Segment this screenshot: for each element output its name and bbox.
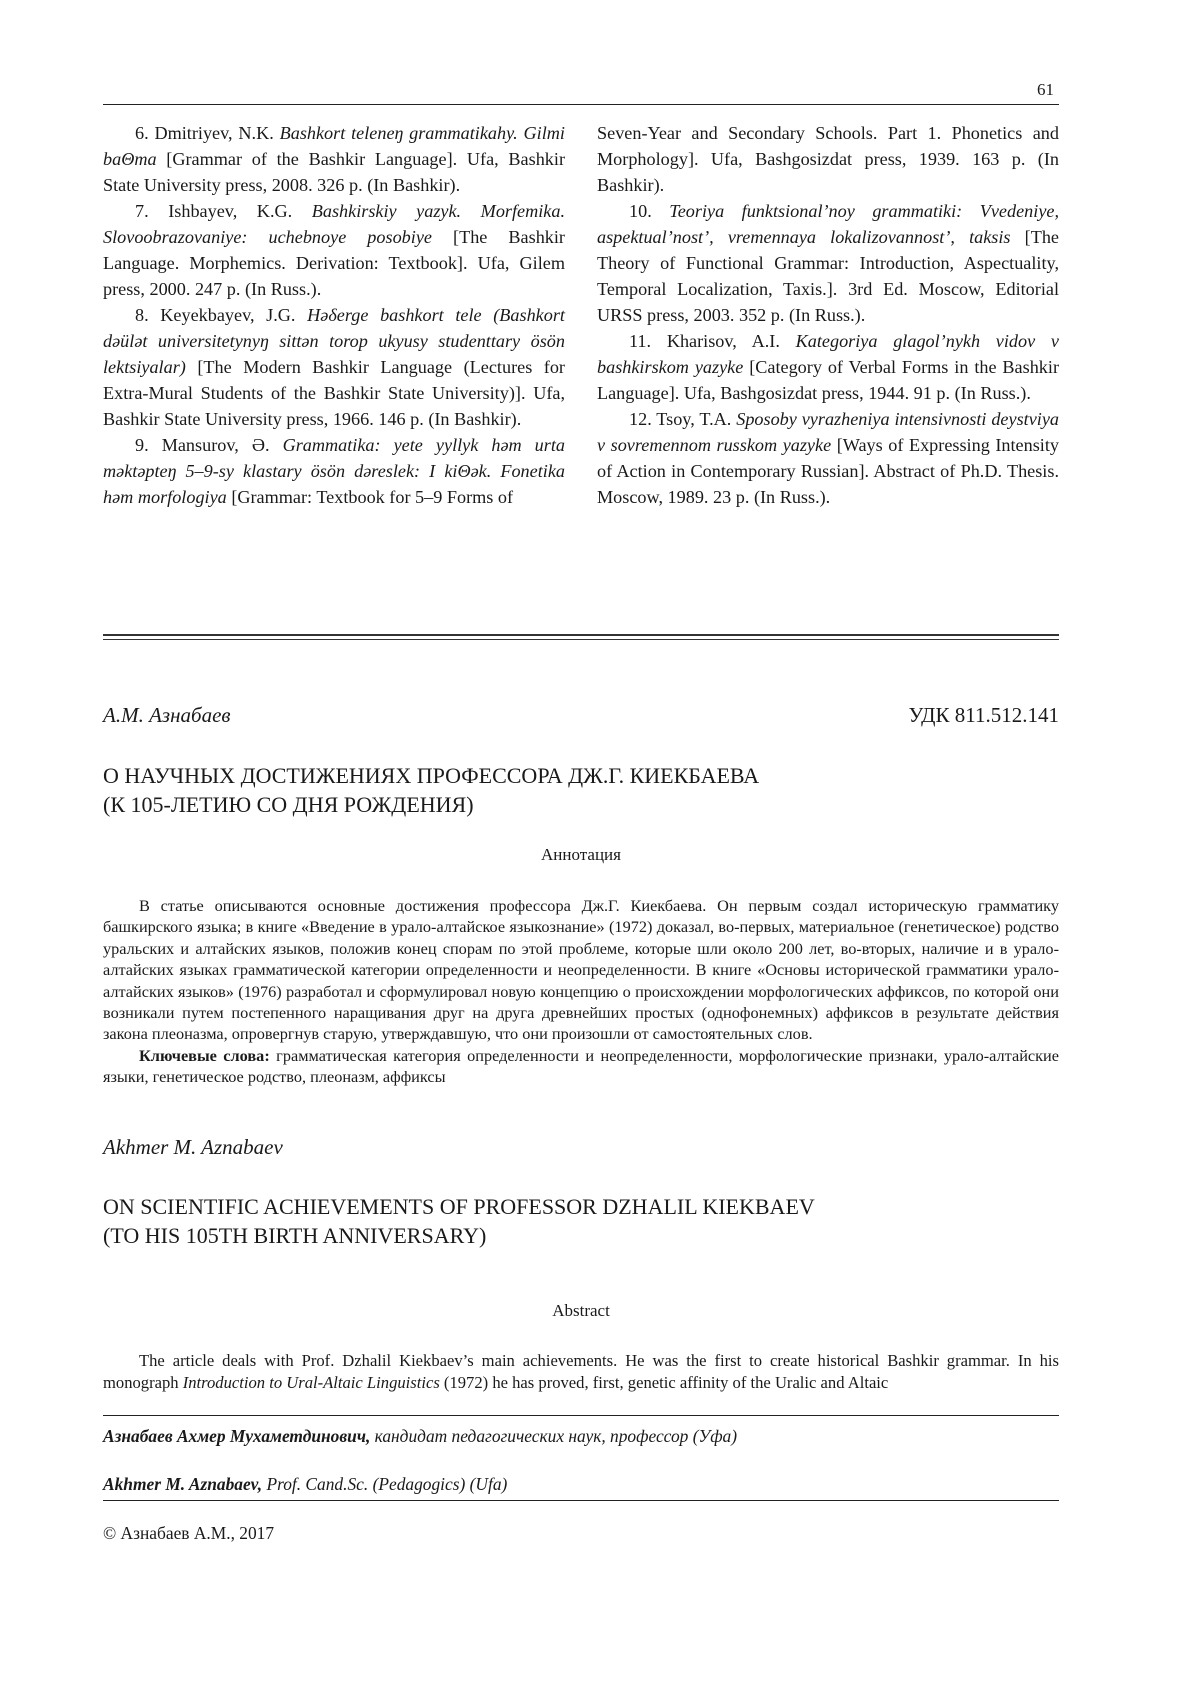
abstract-body [103, 1350, 1059, 1393]
affiliation-desc: Prof. Cand.Sc. (Pedagogics) (Ufa) [262, 1474, 508, 1494]
ref-title: Kategoriya glagol’nykh vidov v bashkirskom yazyke [597, 331, 1060, 377]
reference-item [103, 432, 565, 510]
abstract-book-title: Introduction to Ural-Altaic Linguistics [182, 1372, 440, 1392]
title-ru-line: (К 105-ЛЕТИЮ СО ДНЯ РОЖДЕНИЯ) [103, 792, 474, 817]
reference-item [103, 120, 565, 198]
ref-author: Dmitriyev, N.K. [154, 123, 274, 143]
reference-continuation [597, 120, 1059, 198]
article-title-en [103, 1192, 1059, 1250]
title-en-line: (TO HIS 105TH BIRTH ANNIVERSARY) [103, 1223, 487, 1248]
author-name-ru: А.М. Азнабаев [103, 703, 231, 727]
abstract-part: The article deals with Prof. Dzhalil Kiekbaev’s main achievements. He was the first to create historical Bashkir grammar. In his monograph [103, 1351, 1059, 1392]
affiliation-name: Азнабаев Ахмер Мухаметдинович, [103, 1426, 371, 1446]
ref-title: Grammatika: yete yyllyk həm urta məktəpteŋ 5–9-sy klastary ösön dəreslek: I kiΘək. Fonetika həm morfologiya [103, 435, 566, 507]
author-name-en: Akhmer M. Aznabaev [103, 1135, 283, 1159]
copyright: © Азнабаев А.М., 2017 [103, 1523, 275, 1543]
reference-item [597, 198, 1059, 328]
ref-author: Keyekbayev, J.G. [160, 305, 296, 325]
ref-number: 6. [135, 123, 149, 143]
ref-details: Seven-Year and Secondary Schools. Part 1. Phonetics and Morphology]. Ufa, Bashgosizdat press, 1939. 163 p. (In Bashkir). [597, 123, 1059, 195]
title-en-line: ON SCIENTIFIC ACHIEVEMENTS OF PROFESSOR DZHALIL KIEKBAEV [103, 1194, 815, 1219]
ref-author: Mansurov, Ə. [161, 435, 270, 455]
keywords-text: грамматическая категория определенности и неопределенности, морфологические признаки, урало-алтайские языки, генетическое родство, плеоназм, аффиксы [103, 1045, 1059, 1087]
ref-title: Teoriya funktsional’noy grammatiki: Vvedeniye, aspektual’nost’, vremennaya lokalizovannost’, taksis [597, 201, 1060, 247]
header-rule [103, 104, 1059, 105]
abstract-text [103, 1350, 1059, 1393]
ref-number: 8. [135, 305, 149, 325]
ref-number: 11. [629, 331, 652, 351]
affiliation-ru [103, 1426, 737, 1447]
page-number: 61 [1037, 80, 1054, 99]
annotation-body [103, 895, 1059, 1088]
ref-details: [The Theory of Functional Grammar: Introduction, Aspectuality, Temporal Localization, Taxis.]. 3rd Ed. Moscow, Editorial URSS press, 2003. 352 p. (In Russ.). [597, 227, 1059, 325]
reference-item [597, 406, 1059, 510]
affiliation-name: Akhmer M. Aznabaev, [103, 1474, 263, 1494]
ref-details: [Category of Verbal Forms in the Bashkir Language]. Ufa, Bashgosizdat press, 1944. 91 p. (In Russ.). [597, 357, 1060, 403]
annotation-heading: Аннотация [541, 845, 621, 864]
ref-number: 7. [135, 201, 149, 221]
ref-details: [Grammar: Textbook for 5–9 Forms of [231, 487, 514, 507]
reference-item [103, 302, 565, 432]
ref-author: Ishbayev, K.G. [168, 201, 293, 221]
section-divider [103, 634, 1059, 640]
ref-details: [Grammar of the Bashkir Language]. Ufa, Bashkir State University press, 2008. 326 p. (In Bashkir). [103, 149, 566, 195]
footnote-rule [103, 1500, 1059, 1501]
keywords-label: Ключевые слова: [139, 1045, 270, 1065]
references-left-column [103, 120, 565, 510]
affiliation-desc: кандидат педагогических наук, профессор (Уфа) [370, 1426, 738, 1446]
ref-number: 12. [629, 409, 652, 429]
ref-title: Həδerge bashkort tele (Bashkort dəülət universitetynyŋ sittən torop ukyusy studenttary ösön lektsiyalar) [103, 305, 565, 377]
ref-number: 9. [135, 435, 149, 455]
ref-title: Bashkirskiy yazyk. Morfemika. Slovoobrazovaniye: uchebnoye posobiye [103, 201, 566, 247]
ref-title: Sposoby vyrazheniya intensivnosti deystviya v sovremennom russkom yazyke [597, 409, 1059, 455]
footnote-rule [103, 1415, 1059, 1416]
reference-item [103, 198, 565, 302]
reference-item [597, 328, 1059, 406]
ref-author: Kharisov, A.I. [666, 331, 780, 351]
ref-details: [The Modern Bashkir Language (Lectures for Extra-Mural Students of the Bashkir State University)]. Ufa, Bashkir State University press, 1966. 146 p. (In Bashkir). [103, 357, 565, 429]
title-ru-line: О НАУЧНЫХ ДОСТИЖЕНИЯХ ПРОФЕССОРА ДЖ.Г. КИЕКБАЕВА [103, 763, 760, 788]
udc-code: УДК 811.512.141 [908, 703, 1059, 727]
ref-details: [Ways of Expressing Intensity of Action in Contemporary Russian]. Abstract of Ph.D. Thesis. Moscow, 1989. 23 p. (In Russ.). [597, 435, 1059, 507]
references-right-column [597, 120, 1059, 510]
ref-details: [The Bashkir Language. Morphemics. Derivation: Textbook]. Ufa, Gilem press, 2000. 247 p. (In Russ.). [103, 227, 565, 299]
article-title-ru [103, 761, 1003, 819]
annotation-text: В статье описываются основные достижения профессора Дж.Г. Киекбаева. Он первым создал историческую грамматику башкирского языка; в книге «Введение в урало-алтайское языкознание» (1972) доказал, во-первых, материальное (генетическое) родство уральских и алтайских языков, положив конец спорам по этой проблеме, которые шли около 200 лет, во-вторых, наличие и в урало-алтайских языках грамматической категории определенности и неопределенности. В книге «Основы исторической грамматики урало-алтайских языков» (1976) разработал и сформулировал новую концепцию о происхождении морфологических аффиксов, по которой они возникали путем постепенного наращивания друг на друга древнейших простых (однофонемных) аффиксов в результате действия закона плеоназма, опровергнув старую, утверждавшую, что они произошли от самостоятельных слов. [103, 896, 1059, 1044]
abstract-heading: Abstract [552, 1301, 610, 1320]
keywords [103, 1045, 1059, 1088]
abstract-part: (1972) he has proved, first, genetic affinity of the Uralic and Altaic [439, 1372, 889, 1392]
ref-title: Bashkort teleneŋ grammatikahy. Gilmi baΘma [103, 123, 565, 169]
ref-number: 10. [629, 201, 652, 221]
references-section [103, 120, 1059, 510]
ref-author: Tsoy, T.A. [656, 409, 732, 429]
affiliation-en [103, 1474, 507, 1495]
